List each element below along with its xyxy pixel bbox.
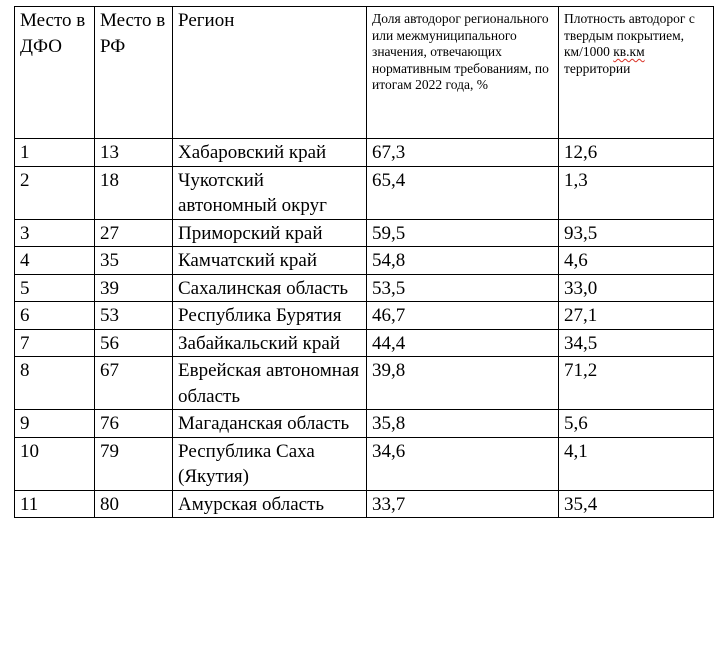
cell-place-rf: 39 [95,274,173,302]
table-row [15,437,714,490]
cell-road-share: 35,8 [367,410,559,438]
cell-place-dfo: 10 [15,437,95,490]
cell-region: Хабаровский край [173,139,367,167]
cell-road-density: 27,1 [559,302,714,330]
header-region: Регион [173,7,367,139]
table-row [15,357,714,410]
cell-place-rf: 27 [95,219,173,247]
cell-road-share: 39,8 [367,357,559,410]
cell-region: Республика Саха (Якутия) [173,437,367,490]
cell-road-density: 71,2 [559,357,714,410]
cell-place-rf: 18 [95,166,173,219]
cell-road-density: 35,4 [559,490,714,518]
cell-road-share: 33,7 [367,490,559,518]
cell-place-rf: 56 [95,329,173,357]
cell-road-share: 65,4 [367,166,559,219]
cell-region: Сахалинская область [173,274,367,302]
header-place-rf: Место в РФ [95,7,173,139]
header-row [15,7,714,139]
cell-road-density: 93,5 [559,219,714,247]
cell-region: Чукотский автономный округ [173,166,367,219]
cell-place-rf: 13 [95,139,173,167]
cell-road-share: 44,4 [367,329,559,357]
cell-place-rf: 35 [95,247,173,275]
cell-place-rf: 67 [95,357,173,410]
cell-road-density: 5,6 [559,410,714,438]
table-row [15,410,714,438]
table-row [15,490,714,518]
cell-road-density: 4,1 [559,437,714,490]
table-body [15,139,714,518]
cell-place-dfo: 11 [15,490,95,518]
cell-road-density: 4,6 [559,247,714,275]
cell-place-rf: 79 [95,437,173,490]
cell-place-dfo: 2 [15,166,95,219]
header-density-unit-spellcheck: кв.км [613,44,645,59]
regions-roads-table [14,6,714,518]
cell-place-dfo: 4 [15,247,95,275]
cell-place-rf: 76 [95,410,173,438]
cell-road-density: 34,5 [559,329,714,357]
cell-place-dfo: 7 [15,329,95,357]
cell-region: Еврейская автономная область [173,357,367,410]
cell-place-dfo: 1 [15,139,95,167]
table-row [15,247,714,275]
table-row [15,166,714,219]
table-row [15,302,714,330]
cell-place-rf: 53 [95,302,173,330]
table-row [15,139,714,167]
header-density-tail: территории [564,60,631,76]
header-road-density [559,7,714,139]
cell-road-density: 1,3 [559,166,714,219]
cell-place-rf: 80 [95,490,173,518]
cell-place-dfo: 8 [15,357,95,410]
header-place-dfo: Место в ДФО [15,7,95,139]
header-road-share: Доля автодорог регионального или межмуниципального значения, отвечающих нормативным требованиям, по итогам 2022 года, % [367,7,559,139]
cell-road-share: 46,7 [367,302,559,330]
table-row [15,274,714,302]
cell-region: Амурская область [173,490,367,518]
cell-region: Республика Бурятия [173,302,367,330]
cell-road-share: 53,5 [367,274,559,302]
table-row [15,329,714,357]
cell-road-share: 34,6 [367,437,559,490]
cell-road-share: 67,3 [367,139,559,167]
cell-road-share: 54,8 [367,247,559,275]
cell-region: Камчатский край [173,247,367,275]
cell-road-share: 59,5 [367,219,559,247]
cell-region: Приморский край [173,219,367,247]
cell-region: Магаданская область [173,410,367,438]
cell-place-dfo: 6 [15,302,95,330]
cell-region: Забайкальский край [173,329,367,357]
cell-place-dfo: 9 [15,410,95,438]
cell-place-dfo: 3 [15,219,95,247]
cell-place-dfo: 5 [15,274,95,302]
cell-road-density: 33,0 [559,274,714,302]
cell-road-density: 12,6 [559,139,714,167]
table-row [15,219,714,247]
header-density-main: Плотность автодорог с твердым покрытием, км/1000 [564,11,695,59]
